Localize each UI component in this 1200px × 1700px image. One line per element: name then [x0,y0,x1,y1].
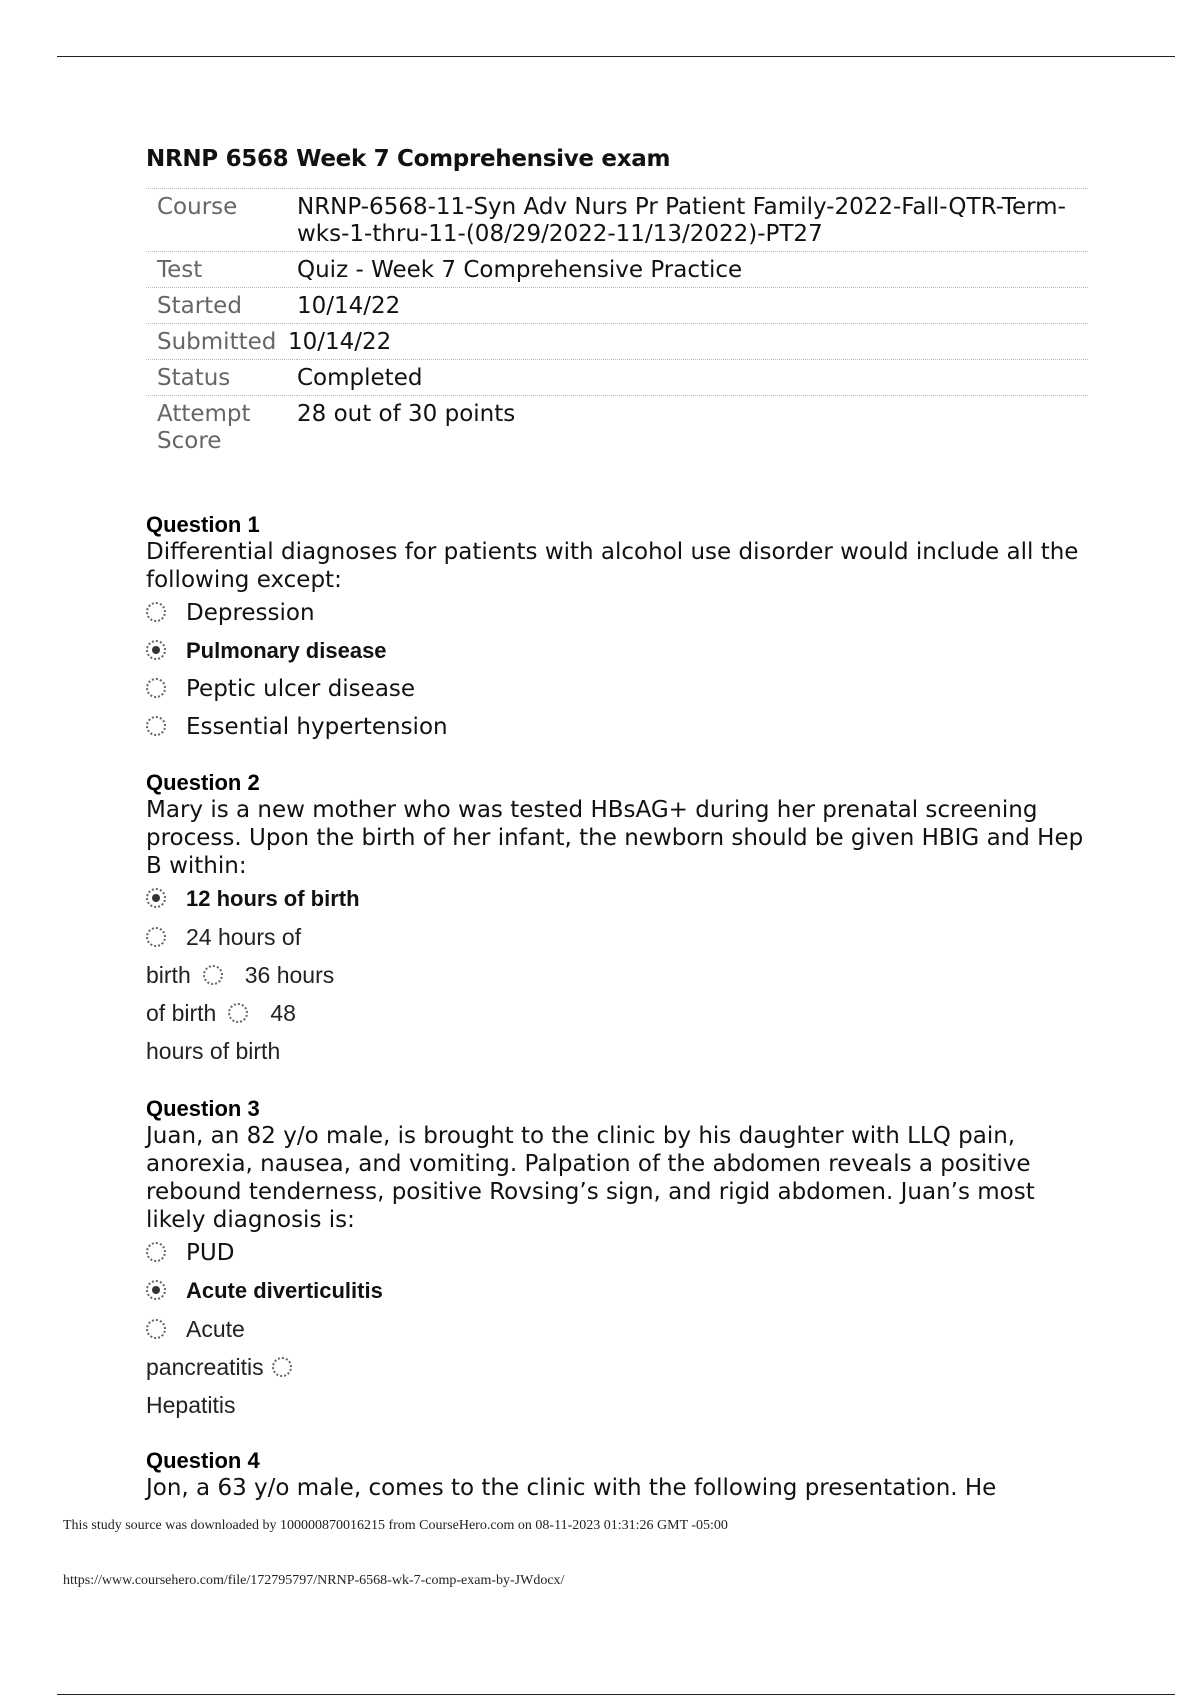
meta-value: 10/14/22 [288,324,1079,360]
meta-value: Completed [297,360,1088,396]
meta-label: Course [146,189,297,252]
question-title: Question 4 [146,1448,260,1473]
question-title: Question 2 [146,770,260,795]
page-title: NRNP 6568 Week 7 Comprehensive exam [146,146,671,172]
radio-button-icon[interactable] [146,927,166,947]
source-url[interactable]: https://www.coursehero.com/file/172795797/NRNP-6568-wk-7-comp-exam-by-JWdocx/ [63,1573,565,1588]
option-label: Essential hypertension [186,714,448,740]
radio-button-selected-icon[interactable] [146,888,166,908]
answer-option[interactable] [146,1234,1096,1272]
question-1 [146,512,1096,746]
meta-value: 10/14/22 [297,288,1088,324]
question-title: Question 1 [146,512,260,537]
option-label: pancreatitis [146,1354,264,1380]
meta-label: Test [146,252,297,288]
radio-button-selected-icon[interactable] [146,1280,166,1300]
answer-option[interactable] [146,708,1096,746]
option-label: 12 hours of birth [186,886,360,911]
answer-option-wrapped[interactable] [146,1032,1096,1070]
meta-value: 28 out of 30 points [297,396,1088,459]
meta-label: Started [146,288,297,324]
meta-row-submitted [146,324,1088,360]
question-text: Jon, a 63 y/o male, comes to the clinic with the following presentation. He [146,1475,997,1501]
radio-button-icon[interactable] [146,1319,166,1339]
attempt-details-table [146,188,1088,458]
radio-button-icon[interactable] [203,965,223,985]
meta-row-course [146,189,1088,252]
bottom-rule [57,1694,1175,1695]
answer-option[interactable] [146,1310,1096,1348]
meta-label: Attempt Score [146,396,297,459]
option-label: 36 hours [244,962,335,988]
option-label: Peptic ulcer disease [186,676,416,702]
question-4 [146,1448,1096,1502]
meta-value: Quiz - Week 7 Comprehensive Practice [297,252,1088,288]
option-label: Acute [186,1316,245,1342]
radio-button-icon[interactable] [228,1003,248,1023]
answer-option-selected[interactable] [146,880,1096,918]
meta-value: NRNP-6568-11-Syn Adv Nurs Pr Patient Family-2022-Fall-QTR-Term-wks-1-thru-11-(08/29/2022-11/13/2022)-PT27 [297,189,1088,252]
option-label: Pulmonary disease [186,638,387,663]
answer-option-selected[interactable] [146,1272,1096,1310]
meta-row-test [146,252,1088,288]
question-2 [146,770,1096,1070]
answer-option-wrapped[interactable] [146,1348,1096,1386]
radio-button-icon[interactable] [146,716,166,736]
option-label: 48 [270,1000,296,1026]
answer-option-wrapped[interactable] [146,1386,1096,1424]
meta-row-status [146,360,1088,396]
question-3 [146,1096,1096,1424]
radio-button-icon[interactable] [146,1242,166,1262]
meta-label: Status [146,360,297,396]
radio-button-icon[interactable] [146,602,166,622]
question-text: Mary is a new mother who was tested HBsAG+ during her prenatal screening process. Upon the birth of her infant, the newborn should be given HBIG and Hep B within: [146,797,1084,879]
option-label: PUD [186,1240,235,1266]
option-label: Hepatitis [146,1392,236,1418]
radio-button-selected-icon[interactable] [146,640,166,660]
answer-option[interactable] [146,594,1096,632]
question-text: Differential diagnoses for patients with alcohol use disorder would include all the following except: [146,539,1079,593]
question-title: Question 3 [146,1096,260,1121]
option-label: hours of birth [146,1038,281,1064]
meta-label: Submitted [146,324,297,360]
option-label: of birth [146,1000,217,1026]
radio-button-icon[interactable] [272,1357,292,1377]
top-rule [57,56,1175,57]
answer-option-wrapped[interactable] [146,956,1096,994]
option-label: Depression [186,600,315,626]
meta-row-started [146,288,1088,324]
option-label: birth [146,962,191,988]
download-notice: This study source was downloaded by 100000870016215 from CourseHero.com on 08-11-2023 01:31:26 GMT -05:00 [63,1518,728,1533]
answer-option[interactable] [146,670,1096,708]
exam-page [146,146,1096,1502]
answer-option-selected[interactable] [146,632,1096,670]
radio-button-icon[interactable] [146,678,166,698]
meta-row-attempt-score [146,396,1088,459]
question-text: Juan, an 82 y/o male, is brought to the clinic by his daughter with LLQ pain, anorexia, nausea, and vomiting. Palpation of the abdomen reveals a positive rebound tenderness, positive Rovsing’s sign, and rigid abdomen. Juan’s most likely diagnosis is: [146,1123,1035,1233]
option-label: 24 hours of [186,924,302,950]
answer-option[interactable] [146,918,1096,956]
option-label: Acute diverticulitis [186,1278,383,1303]
answer-option-wrapped[interactable] [146,994,1096,1032]
